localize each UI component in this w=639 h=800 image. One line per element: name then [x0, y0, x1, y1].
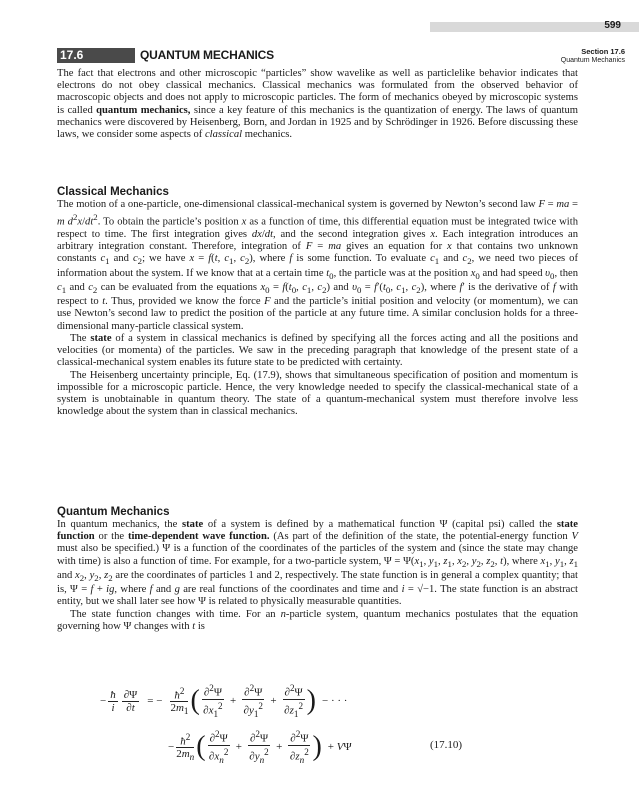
equation-line-1: − $\frac{ħ}{i}$ $\frac{\partial\Psi}{\partial t}$ = − $\frac{ħ^2}{2m_1}$ ( $\frac{\partial^2\Psi}{\partial x_1^2}$ + $\frac{\partial^2\Psi}{\partial y_1^2}$ + $\frac{\partial^2\Psi}{\partial z_1^2}$ ) − · · ·	[100, 683, 348, 719]
margin-note	[561, 48, 625, 65]
margin-section-topic: Quantum Mechanics	[560, 57, 625, 64]
section-title: QUANTUM MECHANICS	[140, 48, 274, 62]
margin-section-label: Section 17.6	[581, 47, 625, 56]
quantum-heading: Quantum Mechanics	[57, 506, 170, 518]
classical-heading: Classical Mechanics	[57, 186, 169, 198]
page-number: 599	[604, 20, 621, 31]
equation-number: (17.10)	[430, 739, 463, 751]
section-number: 17.6	[60, 48, 84, 62]
equation-line-2: − $\frac{ħ^2}{2m_n}$ ( $\frac{\partial^2\Psi}{\partial x_n^2}$ + $\frac{\partial^2\Psi}{\partial y_n^2}$ + $\frac{\partial^2\Psi}{\partial z_n^2}$ ) + VΨ	[168, 729, 352, 765]
quantum-section: Quantum Mechanics In quantum mechanics, the state of a system is defined by a mathematical function Ψ (capital psi) called the state function or the time-dependent wave function. (As part of the definition of the state, the potential-energy function V must also be specified.) Ψ is a function of the coordinates of the particles of the system and (since the state may change with time) is also a function of time. For example, for a two-particle system, $\Psi = \Psi(x_1$, $y_1$, $z_1$, $x_2$, $y_2$, $z_2$, t), where $x_1$, $y_1$, $z_1$ and $x_2$, $y_2$, $z_2$ are the coordinates of particles 1 and 2, respectively. The state function is in general a complex quantity; that is, Ψ = f + ig, where f and g are real functions of the coordinates and time and i = √−1. The state function is an abstract entity, but we shall later see how Ψ is related to physically measurable quantities. The state function changes with time. For an n-particle system, quantum mechanics postulates that the equation governing how Ψ changes with t is	[57, 506, 579, 632]
classical-section: Classical Mechanics The motion of a one-particle, one-dimensional classical-mechanical system is governed by Newton’s second law F = ma = m $d^2x/dt^2$. To obtain the particle’s position x as a function of time, this differential equation must be integrated twice with respect to time. The first integration gives dx/dt, and the second integration gives x. Each integration introduces an arbitrary integration constant. Therefore, integration of F = ma gives an equation for x that contains two unknown constants $c_1$ and $c_2$; we have x = f(t, $c_1$, $c_2$), where f is some function. To evaluate $c_1$ and $c_2$, we need two pieces of information about the system. If we know that at a certain time $t_0$, the particle was at the position $x_0$ and had speed $\upsilon_0$, then $c_1$ and $c_2$ can be evaluated from the equations $x_0 = f(t_0$, $c_1$, $c_2$) and $\upsilon_0 = f'(t_0$, $c_1$, $c_2$), where f′ is the derivative of f with respect to t. Thus, provided we know the force F and the particle’s initial position and velocity (or momentum), we can use Newton’s second law to predict the position of the particle at any future time. A similar conclusion holds for a three-dimensional many-particle classical system. The state of a system in classical mechanics is defined by specifying all the forces acting and all the positions and velocities (or momenta) of the particles. We saw in the preceding paragraph that knowledge of the present state of a classical-mechanical system enables its future state to be predicted with certainty. The Heisenberg uncertainty principle, Eq. (17.9), shows that simultaneous specification of position and momentum is impossible for a microscopic particle. Hence, the very knowledge needed to specify the classical-mechanical state of a system is unobtainable in quantum theory. The state of a quantum-mechanical system must therefore involve less knowledge about the system than in classical mechanics.	[57, 186, 579, 418]
intro-paragraph: The fact that electrons and other microscopic “particles” show wavelike as well as particlelike behavior indicates that electrons do not obey classical mechanics. Classical mechanics was formulated from the observed behavior of macroscopic objects and does not apply to microscopic particles. The form of mechanics obeyed by microscopic systems is called quantum mechanics, since a key feature of this mechanics is the quantization of energy. The laws of quantum mechanics were discovered by Heisenberg, Born, and Jordan in 1925 and by Schrödinger in 1926. Before discussing these laws, we consider some aspects of classical mechanics.	[57, 68, 578, 141]
